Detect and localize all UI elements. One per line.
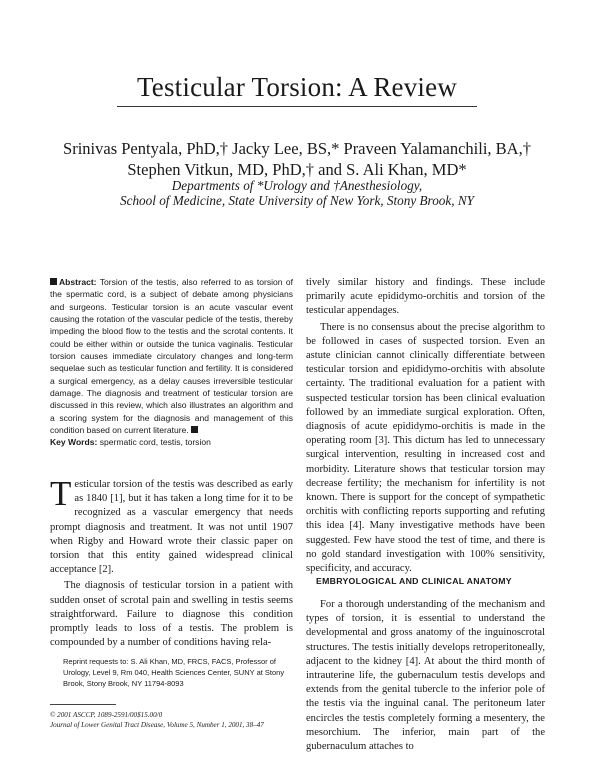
affiliation-line-1: Departments of *Urology and †Anesthesiology, bbox=[171, 178, 423, 193]
abstract-text: Torsion of the testis, also referred to as torsion of the spermatic cord, is a subject of debate among physicians and surgeons. Testicular torsion is an acute vascular event causing the rotation of the vascular pedicle of the testis, thereby impeding the blood flow to the testis and the scrotal contents. It could be either within or outside the tunica vaginalis. Testicular torsion causes immediate circulatory changes and long-term sequelae such as testicular function and fertility. It is considered a surgical emergency, as a delay causes irreversible testicular damage. The diagnosis and treatment of testicular torsion are discussed in this review, which also illustrates an algorithm and a scoring system for the diagnosis and management of this condition based on current literature. bbox=[50, 277, 293, 436]
abstract bbox=[50, 276, 293, 436]
right-paragraph-2: There is no consensus about the precise algorithm to be followed in cases of suspected torsion. Even an astute clinician cannot clinically differentiate between testicular torsion and epididymo-orchitis with absolute certainty. The traditional evaluation for a patient with suspected testicular torsion has been clinical evaluation followed by an immediate surgical exploration. Often, diagnosis of acute epididymo-orchitis is made in the operating room [3]. This dictum has led to unnecessary surgical intervention, resulting in increased cost and morbidity. Literature shows that testicular torsion may decrease fertility; the mechanism for infertility is not known. There is support for the concept of sympathetic orchitis with conflicting reports supporting and refuting this idea [4]. Many investigative methods have been suggested. Few have stood the test of time, and there is no gold standard investigation with 100% sensitivity, specificity, and accuracy. bbox=[306, 321, 545, 575]
left-body-text bbox=[50, 474, 293, 650]
keywords-label: Key Words: bbox=[50, 437, 98, 447]
article-title: Testicular Torsion: A Review bbox=[136, 72, 458, 102]
intro-paragraph-2: The diagnosis of testicular torsion in a patient with sudden onset of scrotal pain and swelling in testis seems straightforward. Failure to diagnose this condition promptly leads to loss of a testis. The problem is compounded by a number of conditions having rela- bbox=[50, 580, 293, 649]
affiliation bbox=[60, 178, 534, 208]
reprint-request: Reprint requests to: S. Ali Khan, MD, FRCS, FACS, Professor of Urology, Level 9, Rm 040, Health Sciences Center, SUNY at Stony Brook, Stony Brook, NY 11794-8093 bbox=[63, 657, 285, 689]
section-heading: EMBRYOLOGICAL AND CLINICAL ANATOMY bbox=[316, 576, 512, 586]
end-square-icon bbox=[191, 426, 198, 433]
footer-divider bbox=[50, 704, 116, 705]
abstract-label: Abstract: bbox=[59, 277, 97, 287]
square-bullet-icon bbox=[50, 278, 57, 285]
keywords-text: spermatic cord, testis, torsion bbox=[99, 437, 211, 447]
section-paragraph: For a thorough understanding of the mechanism and types of torsion, it is essential to understand the developmental and gross anatomy of the inguinoscrotal structures. The testis initially develops retroperitoneally, adjacent to the kidney [4]. At about the third month of intrauterine life, the gubernaculum testis develops and extends from the genital tubercle to the inferior pole of the testis via the inguinal canal. The peritoneum later encircles the testis completely forming a mesentery, the mesorchium. The inferior, main part of the gubernaculum attaches to bbox=[306, 599, 545, 753]
keywords bbox=[50, 436, 293, 448]
section-body bbox=[306, 598, 545, 754]
title-divider bbox=[117, 106, 477, 107]
authors-line-2: Stephen Vitkun, MD, PhD,† and S. Ali Khan, MD* bbox=[127, 160, 467, 179]
intro-paragraph-1: esticular torsion of the testis was described as early as 1840 [1], but it has taken a long time for it to be recognized as a vascular emergency that needs prompt diagnosis and treatment. It was not until 1907 when Rigby and Howard wrote their classic paper on torsion that this entity gained widespread clinical acceptance [2]. bbox=[50, 479, 293, 576]
drop-cap: T bbox=[50, 474, 72, 513]
copyright-line: © 2001 ASCCP, 1089-2591/00$15.00/0 bbox=[50, 711, 163, 719]
journal-footer bbox=[50, 711, 310, 730]
affiliation-line-2: School of Medicine, State University of New York, Stony Brook, NY bbox=[120, 193, 474, 208]
right-body-text bbox=[306, 276, 545, 576]
author-list bbox=[60, 138, 534, 180]
right-paragraph-1: tively similar history and findings. These include primarily acute epididymo-orchitis and torsion of the testicular appendages. bbox=[306, 277, 545, 317]
journal-citation: Journal of Lower Genital Tract Disease, Volume 5, Number 1, 2001, 38–47 bbox=[50, 720, 264, 729]
authors-line-1: Srinivas Pentyala, PhD,† Jacky Lee, BS,* Praveen Yalamanchili, BA,† bbox=[63, 139, 531, 158]
